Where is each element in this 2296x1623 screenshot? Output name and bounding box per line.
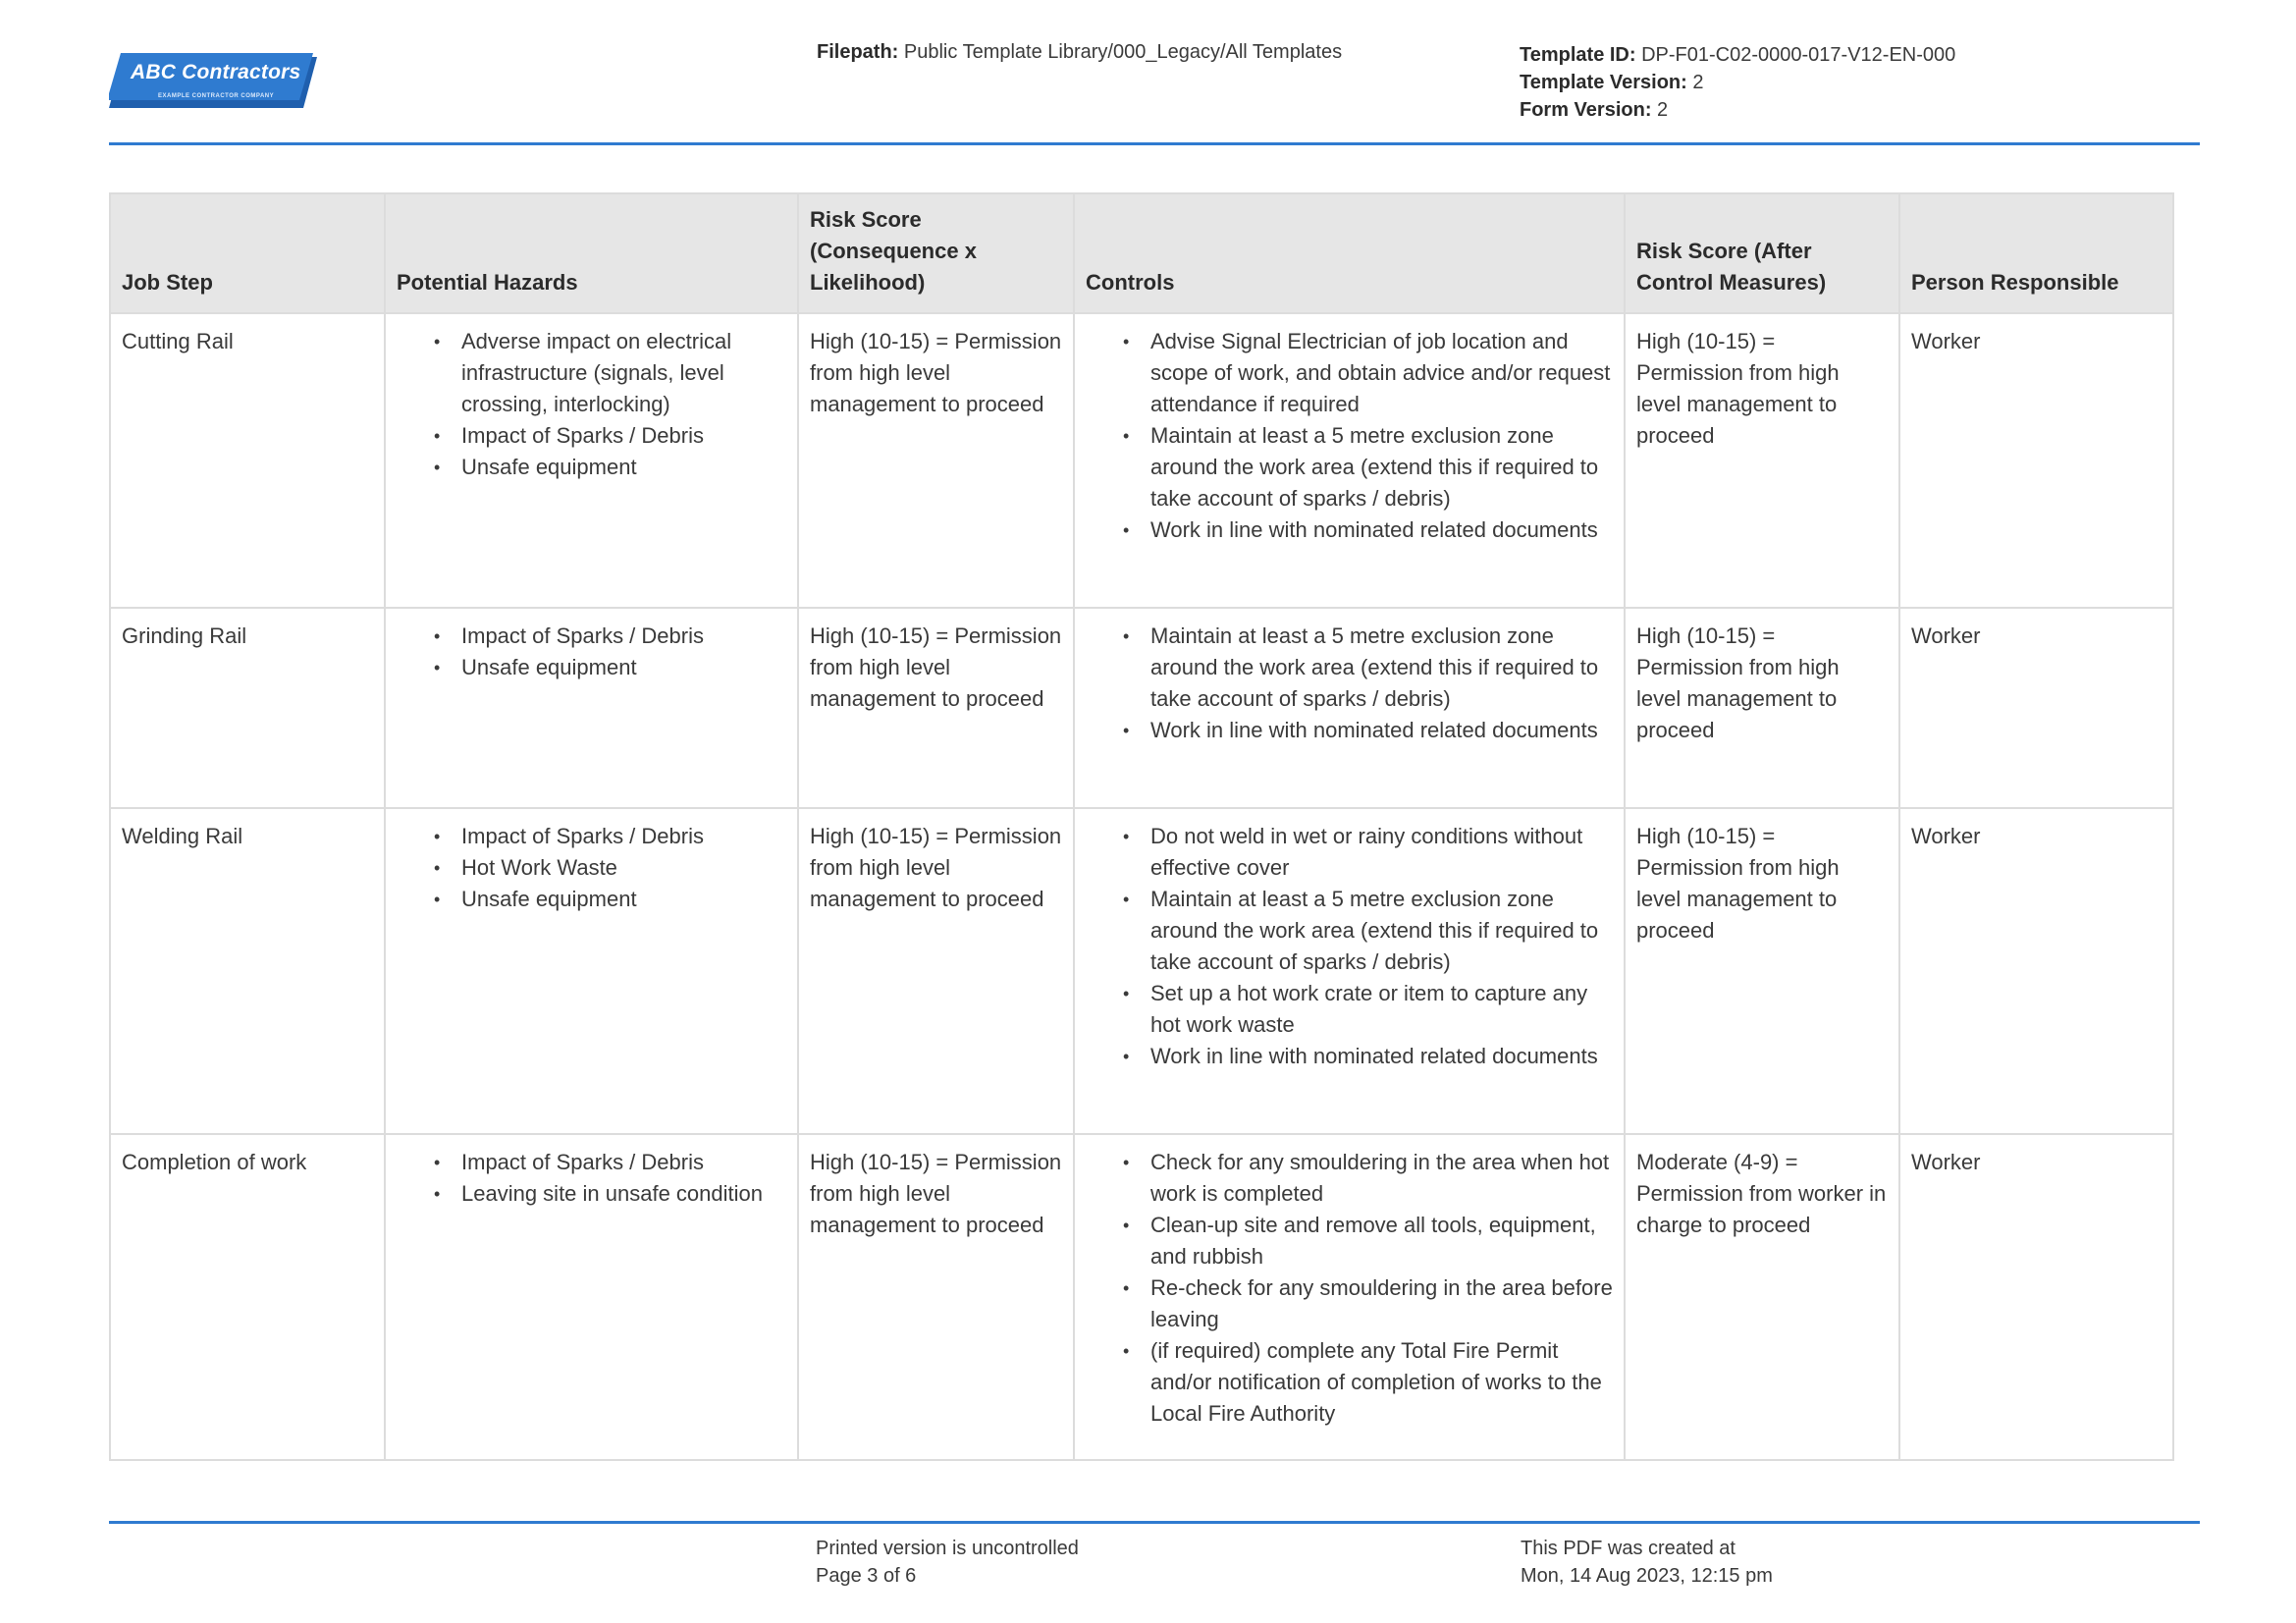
risk-score-cell: High (10-15) = Permission from high level management to proceed (798, 608, 1074, 808)
logo-subtitle: EXAMPLE CONTRACTOR COMPANY (158, 93, 275, 99)
control-item: • Work in line with nominated related documents (1150, 514, 1613, 546)
table-row (110, 1134, 2173, 1460)
control-item: • Work in line with nominated related documents (1150, 1041, 1613, 1072)
control-item: • Clean-up site and remove all tools, equipment, and rubbish (1150, 1210, 1613, 1272)
controls-cell (1074, 808, 1625, 1134)
hazards-cell (385, 808, 798, 1134)
hazards-cell (385, 608, 798, 808)
risk-score-cell: High (10-15) = Permission from high level management to proceed (798, 313, 1074, 608)
hazards-list (397, 621, 786, 683)
header-controls: Controls (1074, 193, 1625, 313)
job-step-cell: Welding Rail (110, 808, 385, 1134)
controls-list (1086, 621, 1613, 746)
hazards-list (397, 821, 786, 915)
template-meta (1520, 41, 1955, 124)
hazard-item: • Impact of Sparks / Debris (461, 621, 786, 652)
header-person-responsible: Person Responsible (1899, 193, 2173, 313)
header-job-step: Job Step (110, 193, 385, 313)
risk-assessment-table (109, 192, 2174, 1461)
table-row (110, 313, 2173, 608)
created-label: This PDF was created at (1521, 1538, 1735, 1559)
controls-list (1086, 326, 1613, 546)
table-row (110, 808, 2173, 1134)
template-id-label: Template ID: (1520, 44, 1636, 66)
job-step-cell: Grinding Rail (110, 608, 385, 808)
hazard-item: • Unsafe equipment (461, 652, 786, 683)
template-id-value: DP-F01-C02-0000-017-V12-EN-000 (1641, 44, 1956, 66)
logo-title: ABC Contractors (131, 61, 301, 83)
page-header (109, 37, 2200, 145)
hazards-cell (385, 313, 798, 608)
control-item: • Maintain at least a 5 metre exclusion zone around the work area (extend this if required to take account of sparks / debris) (1150, 621, 1613, 715)
controls-cell (1074, 1134, 1625, 1460)
risk-score-cell: High (10-15) = Permission from high level management to proceed (798, 1134, 1074, 1460)
risk-score-cell: High (10-15) = Permission from high level management to proceed (798, 808, 1074, 1134)
person-responsible-cell: Worker (1899, 313, 2173, 608)
hazard-item: • Leaving site in unsafe condition (461, 1178, 786, 1210)
template-id (1520, 41, 1955, 69)
form-version-value: 2 (1657, 99, 1669, 121)
control-item: • Do not weld in wet or rainy conditions without effective cover (1150, 821, 1613, 884)
risk-score-after-cell: High (10-15) = Permission from high level management to proceed (1625, 808, 1899, 1134)
job-step-cell: Completion of work (110, 1134, 385, 1460)
control-item: • Re-check for any smouldering in the area before leaving (1150, 1272, 1613, 1335)
filepath (817, 41, 1342, 64)
risk-score-after-cell: High (10-15) = Permission from high level management to proceed (1625, 313, 1899, 608)
controls-cell (1074, 608, 1625, 808)
hazard-item: • Unsafe equipment (461, 884, 786, 915)
header-potential-hazards: Potential Hazards (385, 193, 798, 313)
control-item: • (if required) complete any Total Fire Permit and/or notification of completion of works to the Local Fire Authority (1150, 1335, 1613, 1430)
hazard-item: • Impact of Sparks / Debris (461, 420, 786, 452)
table-row (110, 608, 2173, 808)
footer-divider (109, 1521, 2200, 1524)
control-item: • Advise Signal Electrician of job location and scope of work, and obtain advice and/or request attendance if required (1150, 326, 1613, 420)
footer-left (816, 1535, 1079, 1590)
form-version-label: Form Version: (1520, 99, 1652, 121)
controls-list (1086, 821, 1613, 1072)
table-header-row (110, 193, 2173, 313)
hazards-list (397, 326, 786, 483)
controls-list (1086, 1147, 1613, 1430)
risk-assessment-table-container (109, 192, 2172, 1461)
template-version-value: 2 (1692, 72, 1704, 93)
person-responsible-cell: Worker (1899, 608, 2173, 808)
hazard-item: • Unsafe equipment (461, 452, 786, 483)
controls-cell (1074, 313, 1625, 608)
hazards-list (397, 1147, 786, 1210)
uncontrolled-notice: Printed version is uncontrolled (816, 1538, 1079, 1559)
risk-score-after-cell: High (10-15) = Permission from high level management to proceed (1625, 608, 1899, 808)
hazard-item: • Impact of Sparks / Debris (461, 821, 786, 852)
header-risk-score: Risk Score (Consequence x Likelihood) (798, 193, 1074, 313)
header-risk-score-after: Risk Score (After Control Measures) (1625, 193, 1899, 313)
form-version (1520, 96, 1955, 124)
hazard-item: • Hot Work Waste (461, 852, 786, 884)
control-item: • Maintain at least a 5 metre exclusion zone around the work area (extend this if required to take account of sparks / debris) (1150, 884, 1613, 978)
page-number: Page 3 of 6 (816, 1565, 917, 1587)
created-timestamp: Mon, 14 Aug 2023, 12:15 pm (1521, 1565, 1773, 1587)
filepath-value: Public Template Library/000_Legacy/All Templates (903, 41, 1343, 63)
person-responsible-cell: Worker (1899, 808, 2173, 1134)
template-version (1520, 69, 1955, 96)
footer-right (1521, 1535, 1773, 1590)
control-item: • Check for any smouldering in the area when hot work is completed (1150, 1147, 1613, 1210)
template-version-label: Template Version: (1520, 72, 1687, 93)
hazards-cell (385, 1134, 798, 1460)
risk-score-after-cell: Moderate (4-9) = Permission from worker in charge to proceed (1625, 1134, 1899, 1460)
hazard-item: • Impact of Sparks / Debris (461, 1147, 786, 1178)
control-item: • Maintain at least a 5 metre exclusion zone around the work area (extend this if required to take account of sparks / debris) (1150, 420, 1613, 514)
filepath-label: Filepath: (817, 41, 899, 63)
person-responsible-cell: Worker (1899, 1134, 2173, 1460)
job-step-cell: Cutting Rail (110, 313, 385, 608)
header-divider (109, 142, 2200, 145)
control-item: • Work in line with nominated related documents (1150, 715, 1613, 746)
hazard-item: • Adverse impact on electrical infrastructure (signals, level crossing, interlocking) (461, 326, 786, 420)
company-logo (109, 53, 317, 112)
control-item: • Set up a hot work crate or item to capture any hot work waste (1150, 978, 1613, 1041)
